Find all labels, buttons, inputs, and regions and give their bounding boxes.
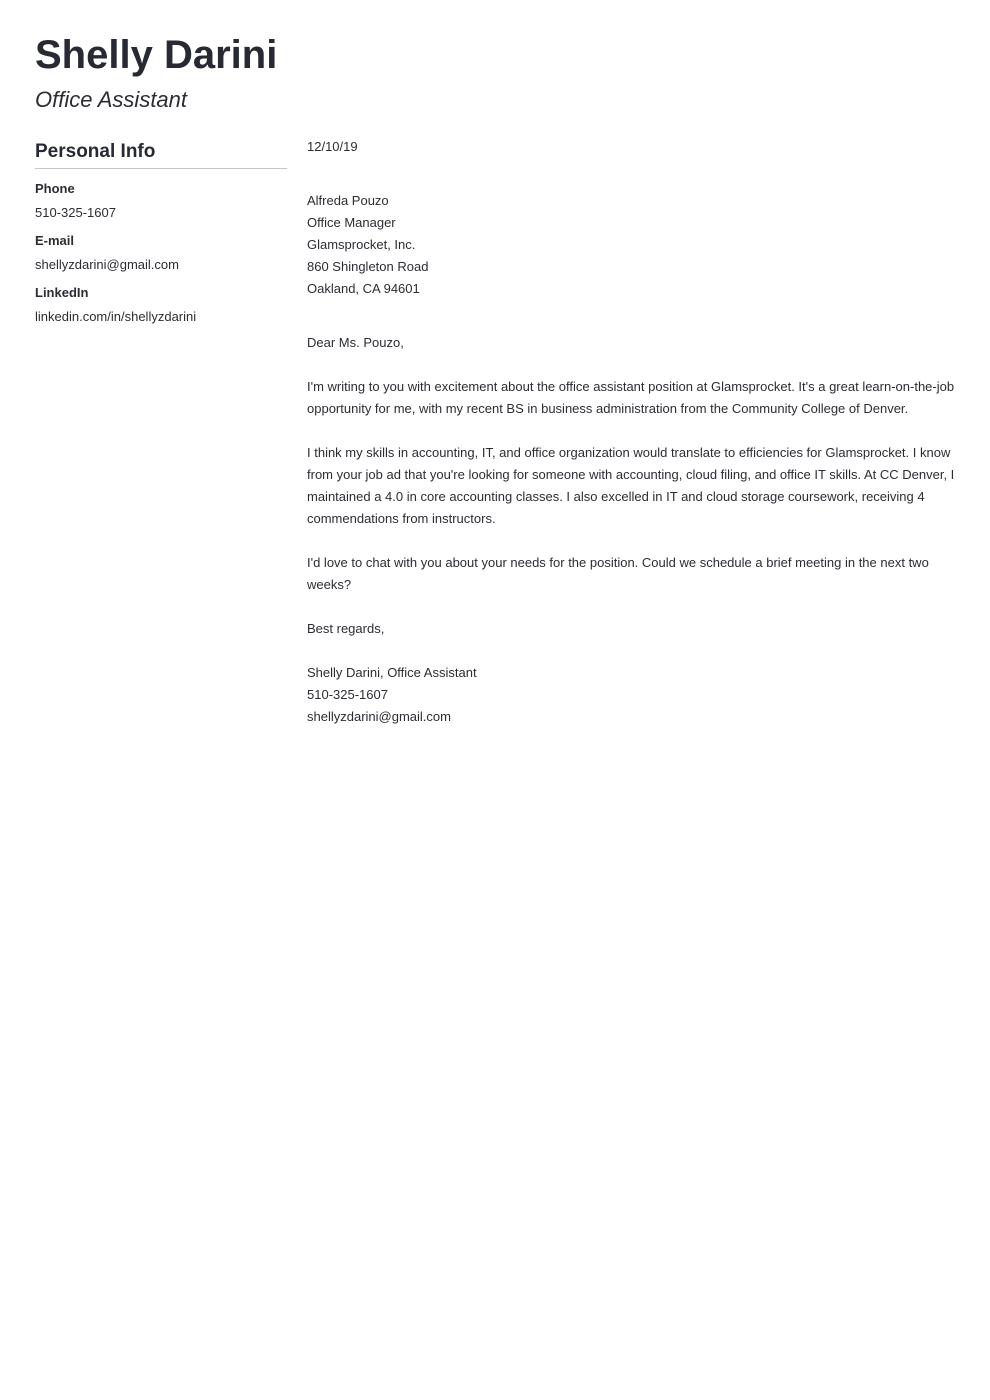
recipient-title: Office Manager bbox=[307, 215, 396, 230]
applicant-name: Shelly Darini bbox=[35, 33, 278, 77]
letter-paragraph: I think my skills in accounting, IT, and office organization would translate to efficiencies for Glamsprocket. I know from your job ad that you're looking for someone with accounting, cloud filing, and office IT skills. At CC Denver, I maintained a 4.0 in core accounting classes. I also excelled in IT and cloud storage coursework, receiving 4 commendations from instructors. bbox=[307, 445, 955, 526]
applicant-job-title: Office Assistant bbox=[35, 87, 188, 112]
letter-date: 12/10/19 bbox=[307, 139, 358, 154]
linkedin-label: LinkedIn bbox=[35, 285, 89, 300]
recipient-city: Oakland, CA 94601 bbox=[307, 281, 420, 296]
personal-info-sidebar bbox=[35, 138, 287, 336]
letter-paragraph: I'd love to chat with you about your needs for the position. Could we schedule a brief meeting in the next two weeks? bbox=[307, 555, 929, 592]
signature-name-title: Shelly Darini, Office Assistant bbox=[307, 665, 477, 680]
phone-value: 510-325-1607 bbox=[35, 205, 116, 220]
linkedin-field bbox=[35, 284, 287, 328]
email-value: shellyzdarini@gmail.com bbox=[35, 257, 179, 272]
recipient-name: Alfreda Pouzo bbox=[307, 193, 389, 208]
email-label: E-mail bbox=[35, 233, 75, 248]
phone-label: Phone bbox=[35, 181, 75, 196]
phone-field bbox=[35, 180, 287, 224]
linkedin-value: linkedin.com/in/shellyzdarini bbox=[35, 309, 197, 324]
letter-closing: Best regards, bbox=[307, 621, 385, 636]
signature-phone: 510-325-1607 bbox=[307, 687, 388, 702]
recipient-company: Glamsprocket, Inc. bbox=[307, 237, 416, 252]
letter-signature bbox=[307, 662, 957, 728]
signature-email: shellyzdarini@gmail.com bbox=[307, 709, 451, 724]
letter-greeting: Dear Ms. Pouzo, bbox=[307, 335, 404, 350]
resume-header bbox=[35, 28, 277, 116]
email-field bbox=[35, 232, 287, 276]
recipient-street: 860 Shingleton Road bbox=[307, 259, 429, 274]
letter-paragraph: I'm writing to you with excitement about the office assistant position at Glamsprocket. It's a great learn-on-the-job opportunity for me, with my recent BS in business administration from the Community College of Denver. bbox=[307, 379, 955, 416]
personal-info-heading: Personal Info bbox=[35, 138, 287, 169]
recipient-address bbox=[307, 190, 957, 300]
cover-letter-body bbox=[307, 136, 957, 728]
